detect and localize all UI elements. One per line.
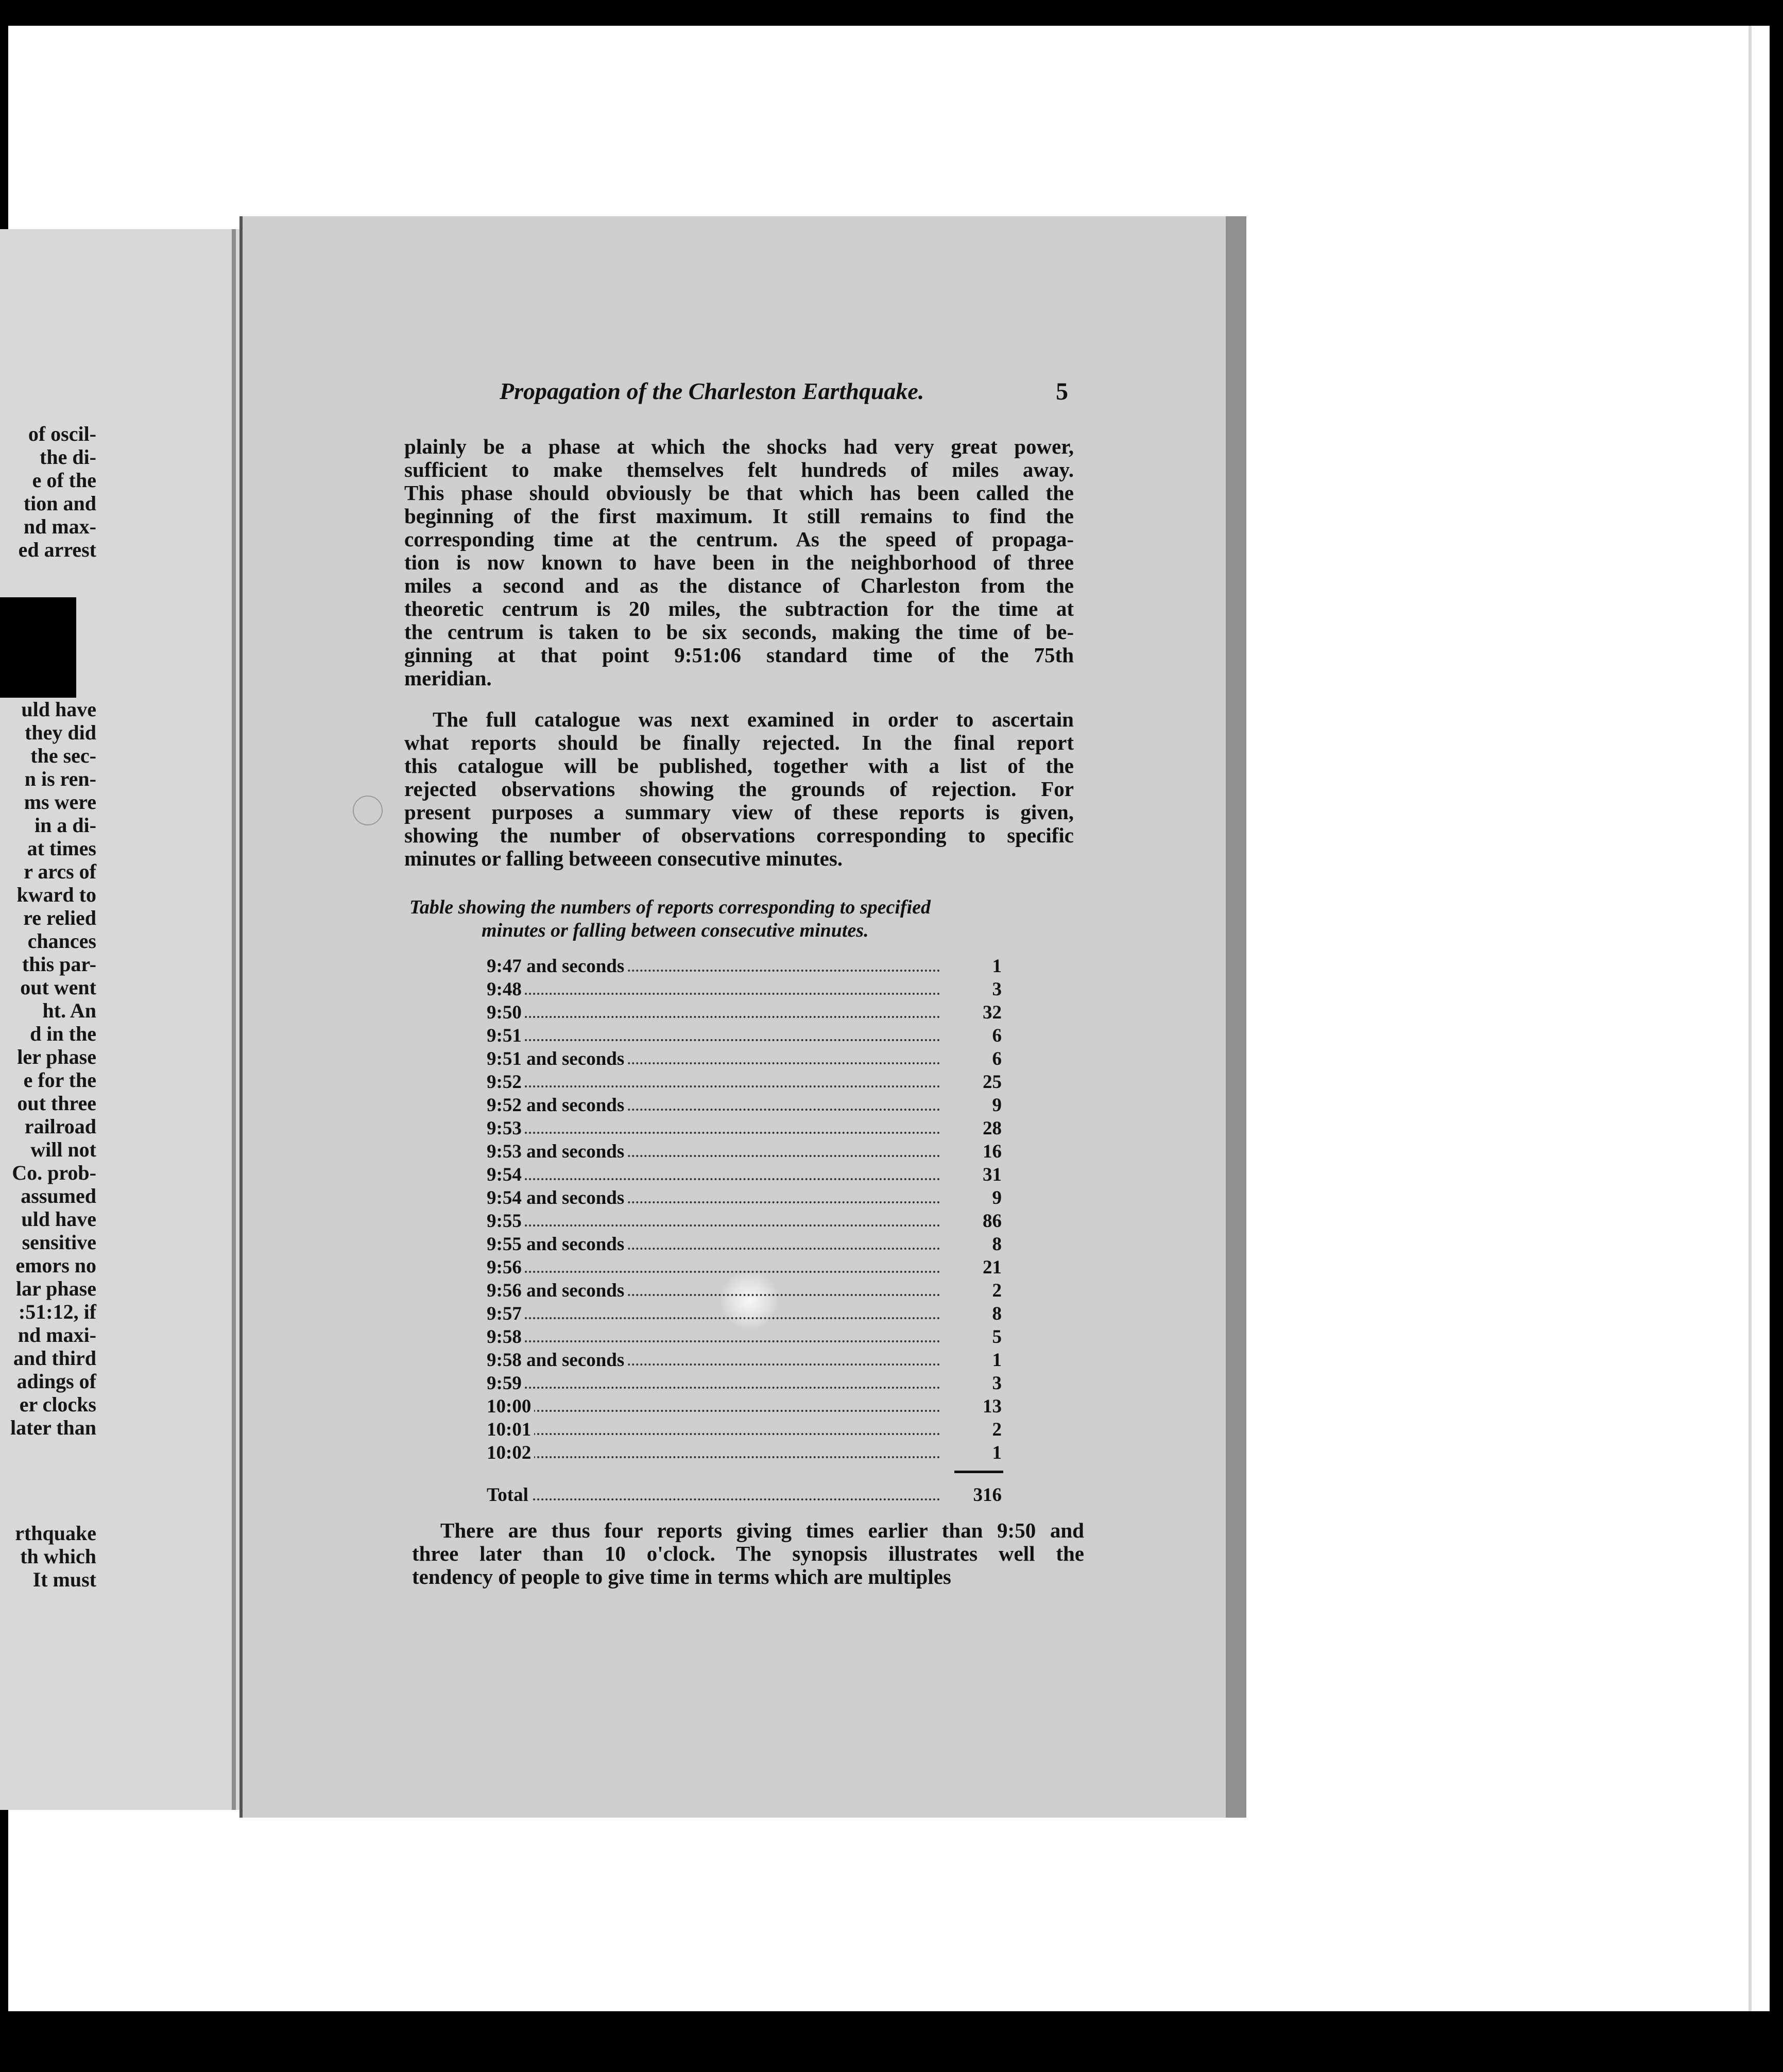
row-count: 25 [983,1072,1002,1093]
dot-leader [492,1498,940,1500]
paragraph-line: beginning of the first maximum. It still remains to find the [404,504,1074,528]
row-time-label: 9:51 and seconds [487,1048,627,1070]
caption-line: Table showing the numbers of reports corresponding to specified [409,896,931,918]
facing-page-line: lar phase [16,1277,96,1300]
facing-page-line: nd maxi- [18,1323,96,1346]
dot-leader [492,1340,940,1342]
paragraph-line: There are thus four reports giving times earlier than 9:50 and [440,1518,1084,1542]
facing-page-line: kward to [16,883,96,906]
dot-leader [492,1085,940,1087]
dot-leader [492,1224,940,1227]
scan-edge-line [1748,26,1752,2011]
paragraph-line: minutes or falling betweeen consecutive minutes. [404,847,843,870]
facing-page-line: Co. prob- [12,1161,96,1184]
row-count: 2 [992,1419,1002,1440]
facing-page-line: out went [20,976,96,999]
facing-page-line: the di- [40,445,96,469]
table-row [487,1372,1002,1395]
facing-page-line: n is ren- [24,767,96,790]
facing-page-line: re relied [23,906,96,929]
paragraph-line: present purposes a summary view of these reports is given, [404,800,1074,824]
table-row [487,1164,1002,1186]
scan-border-top [0,0,1783,26]
table-row [487,1280,1002,1302]
facing-page-line: sensitive [22,1231,96,1254]
facing-page-line: th which [20,1545,96,1568]
row-count: 2 [992,1280,1002,1301]
row-count: 31 [983,1164,1002,1185]
table-row [487,1094,1002,1117]
row-time-label: 10:01 [487,1419,534,1441]
facing-page-line: of oscil- [28,422,96,445]
row-count: 16 [983,1141,1002,1162]
dot-leader [492,1410,940,1412]
table-row [487,1210,1002,1233]
paragraph-line: plainly be a phase at which the shocks had very great power, [404,435,1074,458]
margin-mark [353,796,383,825]
dot-leader [492,1016,940,1018]
row-time-label: 9:53 [487,1117,525,1139]
row-count: 1 [992,1442,1002,1463]
table-row [487,1141,1002,1163]
row-time-label: 9:54 and seconds [487,1187,627,1209]
paragraph-line: This phase should obviously be that which has been called the [404,481,1074,505]
table-row [487,1025,1002,1047]
row-count: 6 [992,1048,1002,1069]
facing-page-line: ht. An [42,999,96,1022]
dot-leader [492,1039,940,1041]
row-time-label: 9:52 and seconds [487,1094,627,1116]
row-time-label: 9:51 [487,1025,525,1047]
paragraph-line: meridian. [404,666,492,690]
table-row [487,1303,1002,1325]
paragraph-line: this catalogue will be published, together with a list of the [404,754,1074,778]
facing-page-line: adings of [16,1370,96,1393]
table-row [487,1233,1002,1256]
row-count: 1 [992,956,1002,977]
row-count: 8 [992,1303,1002,1324]
row-count: 8 [992,1234,1002,1255]
row-count: 13 [983,1396,1002,1417]
facing-page-line: chances [27,929,96,953]
facing-page-line: this par- [22,953,96,976]
dot-leader [492,1132,940,1134]
facing-page-line: ms were [24,790,96,814]
table-row [487,1117,1002,1140]
table-row [487,1071,1002,1094]
row-count: 3 [992,979,1002,1000]
paragraph-line: corresponding time at the centrum. As the speed of propaga- [404,527,1074,551]
row-time-label: Total [487,1484,532,1506]
row-time-label: 9:54 [487,1164,525,1186]
facing-page-line: r arcs of [24,860,96,883]
facing-page-line: uld have [21,698,96,721]
facing-page-line: in a di- [34,814,96,837]
row-time-label: 9:58 [487,1326,525,1348]
facing-page-line: nd max- [23,515,96,538]
paragraph-line: sufficient to make themselves felt hundreds of miles away. [404,458,1074,481]
table-row [487,1326,1002,1349]
paragraph-line: The full catalogue was next examined in order to ascertain [433,707,1074,731]
facing-page-line: emors no [15,1254,96,1277]
table-row [487,1395,1002,1418]
table-row [487,978,1002,1001]
facing-page-left [0,229,256,1810]
facing-page-line: ler phase [17,1045,96,1068]
row-count: 86 [983,1211,1002,1232]
row-time-label: 10:02 [487,1442,534,1464]
facing-page-line: uld have [21,1207,96,1231]
paragraph-line: rejected observations showing the grounds of rejection. For [404,777,1074,801]
facing-page-line: rthquake [15,1522,96,1545]
paragraph-line: theoretic centrum is 20 miles, the subtraction for the time at [404,597,1074,620]
row-time-label: 9:48 [487,978,525,1000]
row-count: 316 [973,1484,1002,1506]
paragraph-line: miles a second and as the distance of Charleston from the [404,574,1074,597]
facing-page-line: :51:12, if [18,1300,96,1323]
table-row [487,1442,1002,1464]
paragraph-line: showing the number of observations corresponding to specific [404,823,1074,847]
row-time-label: 9:55 [487,1210,525,1232]
row-count: 9 [992,1187,1002,1208]
facing-page-line: assumed [21,1184,96,1207]
facing-page-line: they did [25,721,96,744]
dot-leader [492,1456,940,1458]
facing-page-line: at times [27,837,96,860]
table-row [487,1048,1002,1070]
row-time-label: 9:59 [487,1372,525,1394]
facing-page-line: railroad [24,1115,96,1138]
table-row [487,955,1002,978]
facing-page-line: It must [32,1568,96,1591]
paragraph-line: three later than 10 o'clock. The synopsis illustrates well the [412,1542,1084,1565]
paragraph-line: what reports should be finally rejected. In the final report [404,731,1074,754]
paragraph-line: tion is now known to have been in the neighborhood of three [404,550,1074,574]
facing-page-line: e for the [23,1068,96,1092]
row-count: 9 [992,1095,1002,1116]
facing-page-line: ed arrest [18,538,96,561]
table-row [487,1002,1002,1024]
table-total-row [487,1484,1002,1507]
facing-page-line: the sec- [30,744,96,767]
facing-page-line: er clocks [19,1393,96,1416]
dot-leader [492,1387,940,1389]
table-row [487,1256,1002,1279]
table-row [487,1419,1002,1441]
row-time-label: 9:56 and seconds [487,1280,627,1302]
dot-leader [492,1271,940,1273]
facing-page-line: later than [10,1416,96,1439]
paragraph-line: tendency of people to give time in terms which are multiples [412,1565,951,1588]
row-time-label: 9:56 [487,1256,525,1279]
facing-page-line: will not [30,1138,96,1161]
row-count: 6 [992,1025,1002,1046]
page-shadow [1226,216,1246,1818]
row-time-label: 10:00 [487,1395,534,1418]
row-time-label: 9:50 [487,1002,525,1024]
dot-leader [492,1178,940,1180]
facing-page-line: and third [13,1346,96,1370]
row-time-label: 9:53 and seconds [487,1141,627,1163]
row-time-label: 9:57 [487,1303,525,1325]
redaction-block [0,597,76,698]
row-time-label: 9:52 [487,1071,525,1093]
row-count: 28 [983,1118,1002,1139]
facing-page-line: out three [17,1092,96,1115]
table-row [487,1187,1002,1210]
facing-page-line: d in the [30,1022,96,1045]
table-row [487,1349,1002,1372]
caption-line: minutes or falling between consecutive minutes. [482,920,869,941]
row-time-label: 9:47 and seconds [487,955,627,977]
facing-page-line: tion and [23,492,96,515]
row-count: 21 [983,1257,1002,1278]
dot-leader [492,1433,940,1435]
running-header: Propagation of the Charleston Earthquake. [500,378,924,404]
row-count: 1 [992,1350,1002,1371]
total-rule [954,1471,1003,1473]
row-time-label: 9:58 and seconds [487,1349,627,1371]
paragraph-line: ginning at that point 9:51:06 standard time of the 75th [404,643,1074,667]
dot-leader [492,1317,940,1319]
row-time-label: 9:55 and seconds [487,1233,627,1255]
row-count: 32 [983,1002,1002,1023]
scan-border-bottom [0,2011,1783,2072]
paragraph-line: the centrum is taken to be six seconds, making the time of be- [404,620,1074,644]
scan-border-right [1770,0,1783,2072]
page-gutter [232,229,236,1810]
facing-page-line: e of the [32,469,96,492]
dot-leader [492,993,940,995]
row-count: 3 [992,1373,1002,1394]
page-number: 5 [1056,378,1068,405]
row-count: 5 [992,1326,1002,1348]
